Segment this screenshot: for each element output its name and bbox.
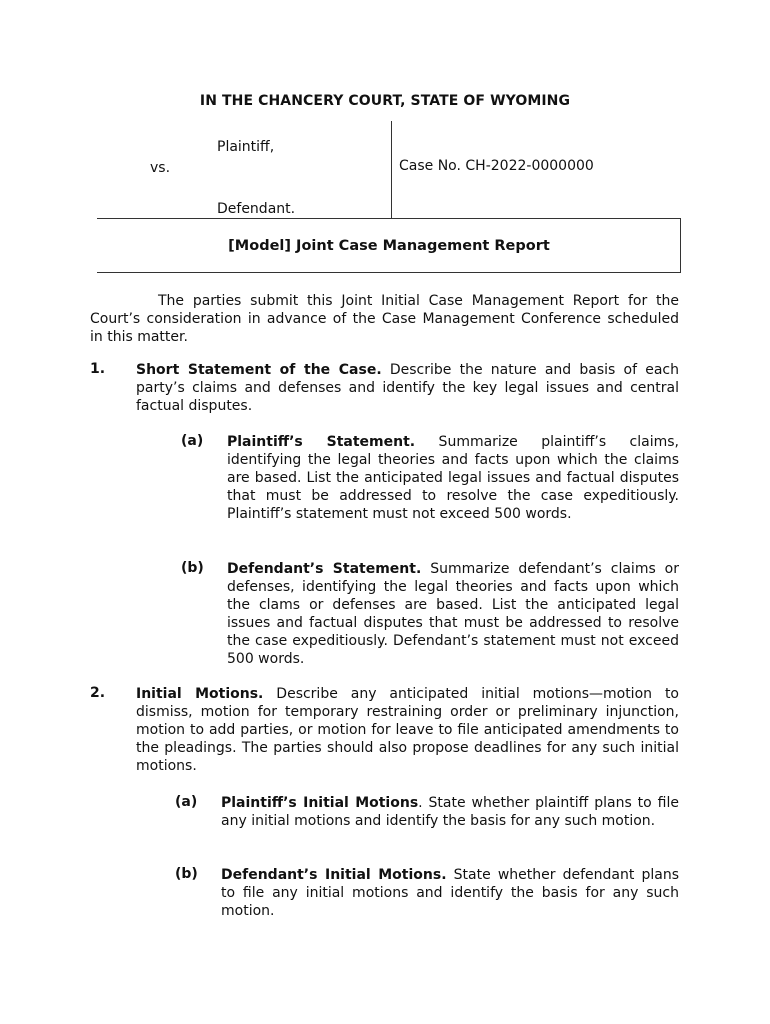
section-2a-text: . State whether plaintiff plans to file any initial motions and identify the basis for any such motion. — [221, 795, 679, 829]
section-1b-letter: (b) — [181, 560, 204, 576]
document-title: [Model] Joint Case Management Report — [228, 238, 550, 254]
court-heading: IN THE CHANCERY COURT, STATE OF WYOMING — [199, 93, 571, 109]
section-1-heading: Short Statement of the Case. — [136, 362, 382, 378]
section-2-paragraph — [136, 685, 679, 775]
section-2b-heading: Defendant’s Initial Motions. — [221, 867, 447, 883]
section-2a-letter: (a) — [175, 794, 198, 810]
section-2a-heading: Plaintiff’s Initial Motions — [221, 795, 419, 811]
intro-paragraph: The parties submit this Joint Initial Case Management Report for the Court’s consideration in advance of the Case Management Conference scheduled in this matter. — [90, 293, 679, 345]
section-2b-letter: (b) — [175, 866, 198, 882]
section-1a-heading: Plaintiff’s Statement. — [227, 434, 416, 450]
section-1b-heading: Defendant’s Statement. — [227, 561, 422, 577]
defendant-label: Defendant. — [217, 201, 296, 217]
section-1-paragraph — [136, 361, 679, 415]
section-1b-text: Summarize defendant’s claims or defenses, identifying the legal theories and facts upon which the clams or defenses are based. List the anticipated legal issues and factual disputes that must be addressed to resolve the case expeditiously. Defendant’s statement must not exceed 500 words. — [227, 561, 679, 667]
section-1b-paragraph — [227, 560, 679, 668]
section-2b-text: State whether defendant plans to file any initial motions and identify the basis for any such motion. — [221, 867, 680, 919]
plaintiff-label: Plaintiff, — [217, 139, 275, 155]
section-2b-paragraph — [221, 866, 679, 920]
caption-horizontal-rule-top — [97, 218, 681, 219]
section-1a-letter: (a) — [181, 433, 204, 449]
caption-vertical-divider — [391, 121, 392, 219]
versus-label: vs. — [150, 160, 171, 176]
caption-horizontal-rule-bottom — [97, 272, 681, 273]
section-2-text: Describe any anticipated initial motions—motion to dismiss, motion for temporary restraining order or preliminary injunction, motion to add parties, or motion for leave to file anticipated amendments to the pleadings. The parties should also propose deadlines for any such initial motions. — [136, 686, 679, 774]
section-1a-paragraph — [227, 433, 679, 523]
section-2-heading: Initial Motions. — [136, 686, 264, 702]
section-1-number: 1. — [90, 361, 106, 377]
section-2-number: 2. — [90, 685, 106, 701]
section-2a-paragraph — [221, 794, 679, 830]
section-1-text: Describe the nature and basis of each party’s claims and defenses and identify the key legal issues and central factual disputes. — [136, 362, 679, 414]
case-number: Case No. CH-2022-0000000 — [399, 158, 594, 174]
section-1a-text: Summarize plaintiff’s claims, identifying the legal theories and facts upon which the claims are based. List the anticipated legal issues and factual disputes that must be addressed to resolve the case expeditiously. Plaintiff’s statement must not exceed 500 words. — [227, 434, 679, 522]
